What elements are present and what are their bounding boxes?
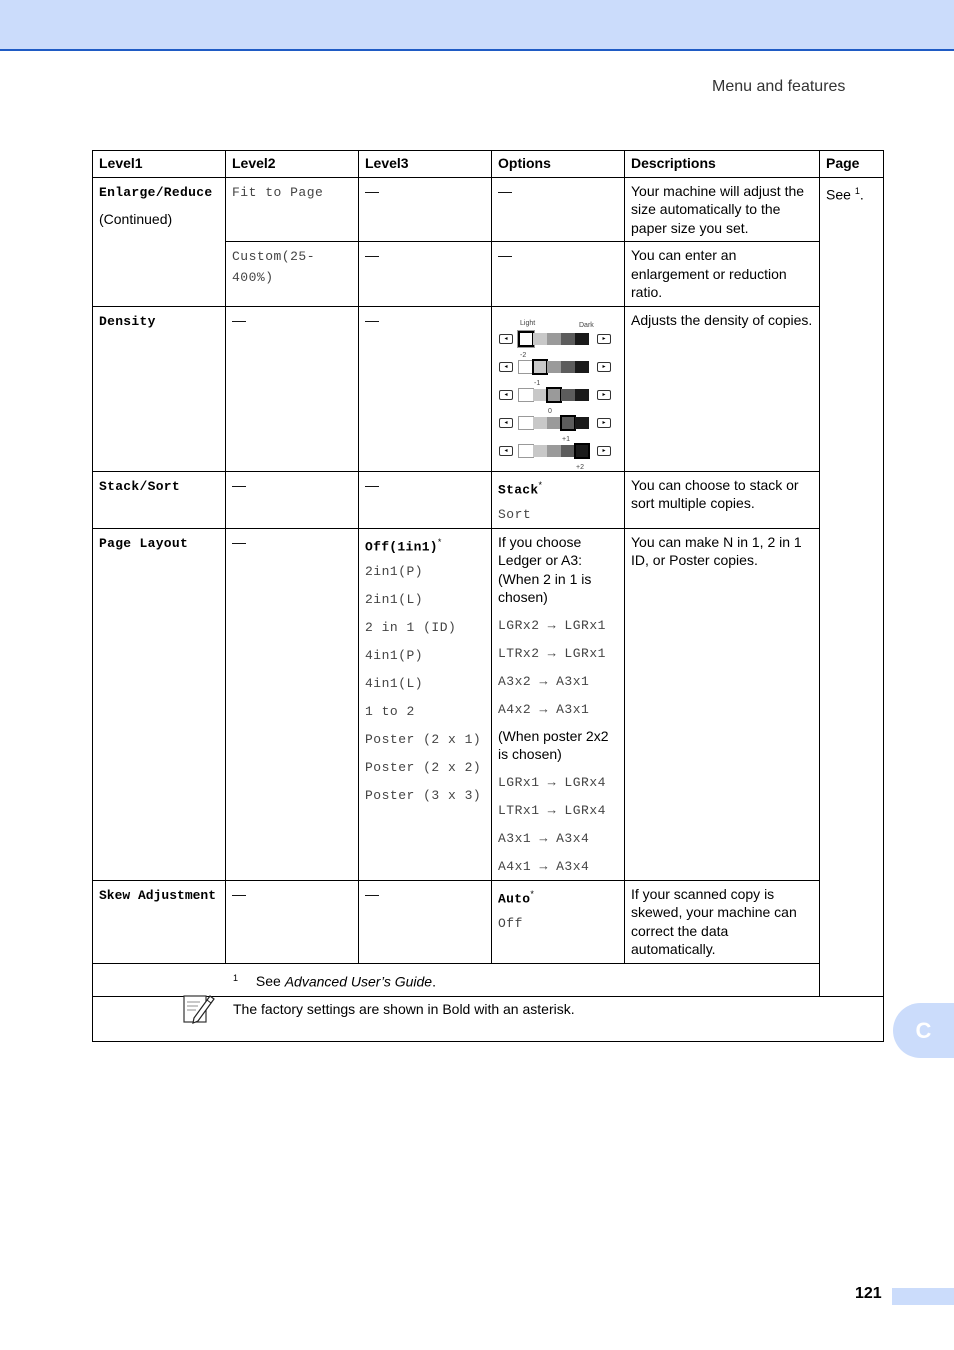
col-header-level2: Level2 bbox=[226, 151, 359, 178]
layout-poster-3x3: Poster (3 x 3) bbox=[365, 787, 482, 803]
dash: — bbox=[365, 885, 379, 902]
stack-sort-label: Stack/Sort bbox=[99, 478, 181, 494]
density-selected-cell bbox=[560, 415, 576, 431]
cell-layout-level2 bbox=[226, 528, 359, 880]
density-level-row bbox=[499, 359, 613, 375]
cell-fit-to-page bbox=[226, 177, 359, 242]
default-asterisk: * bbox=[530, 888, 534, 899]
dash: — bbox=[232, 311, 246, 328]
cell-skew-level2 bbox=[226, 880, 359, 963]
density-level-row bbox=[499, 443, 613, 459]
stack-description: You can choose to stack or sort multiple copies. bbox=[631, 476, 799, 511]
dash: — bbox=[365, 476, 379, 493]
table-row bbox=[93, 306, 884, 471]
density-level-label: -1 bbox=[534, 379, 541, 387]
density-scale bbox=[496, 317, 616, 471]
density-description: Adjusts the density of copies. bbox=[631, 311, 813, 328]
density-cell bbox=[575, 333, 589, 345]
chapter-tab: C bbox=[893, 1003, 954, 1058]
left-arrow-icon: ◂ bbox=[499, 418, 513, 428]
density-cell bbox=[561, 445, 575, 457]
menu-table bbox=[92, 150, 884, 1042]
cell-custom-options bbox=[492, 242, 625, 307]
table-row bbox=[93, 177, 884, 242]
cell-page-ref bbox=[820, 177, 884, 996]
enlarge-continued-note: (Continued) bbox=[99, 211, 173, 227]
footnote-ref[interactable]: 1 bbox=[854, 185, 860, 196]
cell-custom-level3 bbox=[359, 242, 492, 307]
default-asterisk: * bbox=[538, 479, 543, 490]
right-arrow-icon: ▸ bbox=[597, 390, 611, 400]
option-a4x2-a3x1: A4x2 → A3x1 bbox=[498, 701, 590, 717]
table-header-row bbox=[93, 151, 884, 178]
density-cell bbox=[575, 361, 589, 373]
layout-off: Off(1in1) bbox=[365, 539, 438, 555]
table-row bbox=[93, 880, 884, 963]
density-selected-cell bbox=[546, 387, 562, 403]
cell-stack-options bbox=[492, 471, 625, 528]
right-arrow-icon: ▸ bbox=[597, 446, 611, 456]
option-sort: Sort bbox=[498, 506, 532, 522]
option-a3x1-a3x4: A3x1 → A3x4 bbox=[498, 830, 590, 846]
option-ltrx2-lgrx1: LTRx2 → LGRx1 bbox=[498, 645, 606, 661]
layout-poster-2x1: Poster (2 x 1) bbox=[365, 731, 482, 747]
density-cell bbox=[533, 333, 547, 345]
option-ltrx1-lgrx4: LTRx1 → LGRx4 bbox=[498, 802, 606, 818]
dash: — bbox=[498, 182, 512, 199]
default-asterisk: * bbox=[437, 536, 442, 547]
density-light-label: Light bbox=[520, 319, 536, 327]
density-cell bbox=[547, 361, 561, 373]
dash: — bbox=[365, 247, 379, 263]
left-arrow-icon: ◂ bbox=[499, 390, 513, 400]
density-cell bbox=[519, 417, 533, 429]
cell-skew-level3 bbox=[359, 880, 492, 963]
cell-custom bbox=[226, 242, 359, 307]
density-cell bbox=[547, 445, 561, 457]
cell-custom-description bbox=[625, 242, 820, 307]
option-stack: Stack bbox=[498, 482, 539, 498]
option-a3x2-a3x1: A3x2 → A3x1 bbox=[498, 673, 590, 689]
density-level-label: +2 bbox=[576, 463, 584, 471]
footnote-suffix: . bbox=[432, 973, 436, 990]
cell-stack-level1 bbox=[93, 471, 226, 528]
table-row bbox=[93, 528, 884, 880]
factory-settings-note: The factory settings are shown in Bold with an asterisk. bbox=[233, 1000, 575, 1017]
density-cell bbox=[547, 333, 561, 345]
density-cell bbox=[533, 445, 547, 457]
density-level-label: 0 bbox=[548, 407, 552, 415]
right-arrow-icon: ▸ bbox=[597, 334, 611, 344]
density-cell bbox=[533, 389, 547, 401]
option-lgrx2-lgrx1: LGRx2 → LGRx1 bbox=[498, 617, 606, 633]
col-header-page: Page bbox=[820, 151, 884, 178]
cell-stack-description bbox=[625, 471, 820, 528]
page-number: 121 bbox=[855, 1285, 882, 1302]
cell-fit-options bbox=[492, 177, 625, 242]
table-row bbox=[93, 471, 884, 528]
density-level-label: -2 bbox=[520, 351, 527, 359]
left-arrow-icon: ◂ bbox=[499, 334, 513, 344]
right-arrow-icon: ▸ bbox=[597, 362, 611, 372]
footnote-prefix: See bbox=[255, 973, 285, 990]
density-cell bbox=[519, 389, 533, 401]
enlarge-level1-label: Enlarge/Reduce bbox=[99, 184, 213, 200]
density-cell bbox=[519, 445, 533, 457]
custom-description: You can enter an enlargement or reduction ratio. bbox=[631, 247, 787, 300]
page-number-bar bbox=[892, 1288, 954, 1305]
footnote-number: 1 bbox=[233, 972, 239, 983]
cell-skew-options bbox=[492, 880, 625, 963]
density-selected-cell bbox=[532, 359, 548, 375]
density-level-label: +1 bbox=[562, 435, 570, 443]
density-cell bbox=[561, 389, 575, 401]
custom-ratio-label: Custom(25-400%) bbox=[232, 249, 316, 285]
cell-layout-description bbox=[625, 528, 820, 880]
layout-4in1-p: 4in1(P) bbox=[365, 647, 424, 663]
right-arrow-icon: ▸ bbox=[597, 418, 611, 428]
col-header-level1: Level1 bbox=[93, 151, 226, 178]
cell-skew-description bbox=[625, 880, 820, 963]
col-header-descriptions: Descriptions bbox=[625, 151, 820, 178]
fit-to-page-label: Fit to Page bbox=[232, 184, 324, 200]
cell-density-level3 bbox=[359, 306, 492, 471]
layout-2in1-l: 2in1(L) bbox=[365, 591, 424, 607]
density-selected-cell bbox=[574, 443, 590, 459]
layout-2in1-id: 2 in 1 (ID) bbox=[365, 619, 457, 635]
layout-description: You can make N in 1, 2 in 1 ID, or Poster copies. bbox=[631, 533, 802, 568]
col-header-level3: Level3 bbox=[359, 151, 492, 178]
fit-description: Your machine will adjust the size automatically to the paper size you set. bbox=[631, 182, 805, 236]
top-rule bbox=[0, 49, 954, 51]
option-lgrx1-lgrx4: LGRx1 → LGRx4 bbox=[498, 774, 606, 790]
cell-density-level2 bbox=[226, 306, 359, 471]
options-note-poster: (When poster 2x2 is chosen) bbox=[498, 727, 609, 762]
option-auto: Auto bbox=[498, 891, 531, 907]
dash: — bbox=[365, 311, 379, 328]
page-layout-label: Page Layout bbox=[99, 535, 189, 551]
options-note-ledger: If you choose Ledger or A3: (When 2 in 1 is chosen) bbox=[498, 533, 592, 605]
footnote-guide-title: Advanced User’s Guide bbox=[284, 973, 433, 990]
dash: — bbox=[498, 247, 512, 263]
density-cell bbox=[575, 417, 589, 429]
density-cell bbox=[519, 361, 533, 373]
cell-fit-description bbox=[625, 177, 820, 242]
skew-adjustment-label: Skew Adjustment bbox=[99, 887, 217, 903]
cell-layout-level3 bbox=[359, 528, 492, 880]
dash: — bbox=[232, 885, 246, 902]
section-title: Menu and features bbox=[712, 78, 846, 95]
dash: — bbox=[232, 476, 246, 493]
layout-2in1-p: 2in1(P) bbox=[365, 563, 424, 579]
left-arrow-icon: ◂ bbox=[499, 446, 513, 456]
density-cell bbox=[547, 417, 561, 429]
density-selected-cell bbox=[518, 331, 534, 347]
density-cell bbox=[561, 333, 575, 345]
layout-4in1-l: 4in1(L) bbox=[365, 675, 424, 691]
cell-fit-level3 bbox=[359, 177, 492, 242]
page-see-period: . bbox=[859, 186, 864, 203]
cell-skew-level1 bbox=[93, 880, 226, 963]
col-header-options: Options bbox=[492, 151, 625, 178]
page-see-label: See bbox=[826, 186, 851, 203]
density-level-row bbox=[499, 387, 613, 403]
layout-poster-2x2: Poster (2 x 2) bbox=[365, 759, 482, 775]
dash: — bbox=[232, 533, 246, 550]
cell-density-description bbox=[625, 306, 820, 471]
dash: — bbox=[365, 182, 379, 199]
density-level-row bbox=[499, 415, 613, 431]
density-level-row bbox=[499, 331, 613, 347]
cell-enlarge-level1 bbox=[93, 177, 226, 306]
cell-stack-level2 bbox=[226, 471, 359, 528]
layout-1to2: 1 to 2 bbox=[365, 703, 415, 719]
density-dark-label: Dark bbox=[579, 321, 594, 329]
option-a4x1-a3x4: A4x1 → A3x4 bbox=[498, 858, 590, 874]
note-pencil-icon bbox=[182, 992, 216, 1024]
option-off: Off bbox=[498, 915, 523, 931]
left-arrow-icon: ◂ bbox=[499, 362, 513, 372]
density-cell bbox=[561, 361, 575, 373]
cell-density-options bbox=[492, 306, 625, 471]
cell-density-level1 bbox=[93, 306, 226, 471]
top-banner bbox=[0, 0, 954, 49]
cell-layout-options bbox=[492, 528, 625, 880]
cell-layout-level1 bbox=[93, 528, 226, 880]
density-cell bbox=[575, 389, 589, 401]
cell-stack-level3 bbox=[359, 471, 492, 528]
density-label: Density bbox=[99, 313, 156, 329]
skew-description: If your scanned copy is skewed, your machine can correct the data automatically. bbox=[631, 885, 797, 957]
density-cell bbox=[533, 417, 547, 429]
